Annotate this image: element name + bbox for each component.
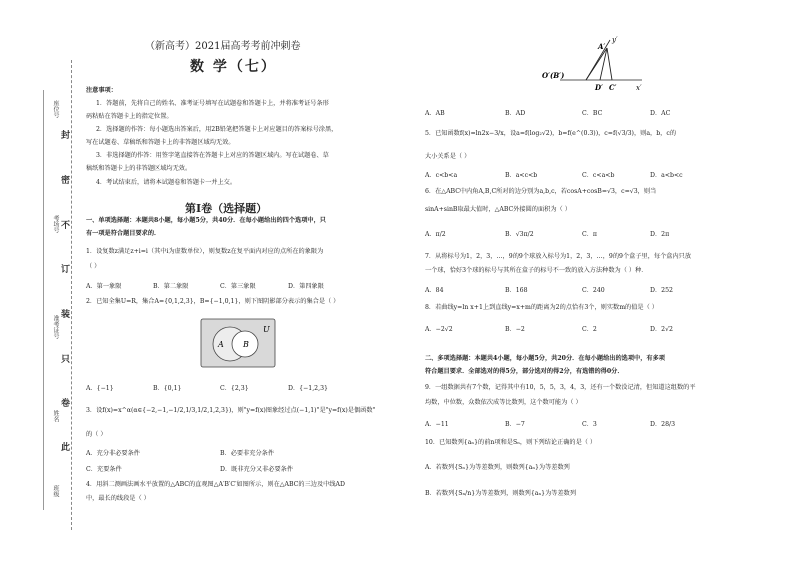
notes-heading: 注意事项： bbox=[86, 87, 117, 94]
q8-option-d: D．2√2 bbox=[650, 326, 673, 333]
seal-char: 不 bbox=[61, 221, 71, 231]
q3-stem: 3．设f(x)=x^α(α∈{−2,−1,−1/2,1/3,1/2,1,2,3})，则"y=f(x)图象经过点(−1,1)"是"y=f(x)是偶函数" bbox=[86, 407, 376, 414]
exam-title: （新高考）2021届高考考前冲刺卷 bbox=[145, 41, 301, 52]
q8-option-c: C．2 bbox=[582, 326, 597, 333]
q9-option-d: D．28/3 bbox=[650, 421, 676, 428]
q6-option-b: B．√3π/2 bbox=[505, 231, 534, 238]
segment-ac bbox=[607, 48, 612, 80]
q9-option-c: C．3 bbox=[582, 421, 597, 428]
q8-option-a: A．−2√2 bbox=[425, 326, 453, 333]
q7-stem: 7．从将标号为1，2，3，…，9的9个球放入标号为1，2，3，…，9的9个盒子里，每个盒内只放 bbox=[425, 253, 692, 260]
section1-heading: 一、单项选择题：本题共8小题，每小题5分，共40分．在每小题给出的四个选项中，只 bbox=[86, 217, 326, 224]
q2-option-b: B．{0,1} bbox=[153, 385, 182, 392]
q7-option-c: C．240 bbox=[582, 287, 605, 294]
fig-label-x: x′ bbox=[636, 84, 642, 92]
seal-char: 密 bbox=[61, 176, 71, 186]
q3-option-c: C．充要条件 bbox=[86, 466, 122, 473]
q1-option-b: B．第二象限 bbox=[153, 283, 189, 290]
q9-line2: 均数，中位数，众数依次成等比数列，这个数可能为（ ） bbox=[425, 399, 582, 406]
q6-option-a: A．π/2 bbox=[425, 231, 446, 238]
q5-option-b: B．a<c<b bbox=[505, 172, 538, 179]
q10-option-b: B．若数列{Sₙ/n}为等差数列，则数列{aₙ}为等差数列 bbox=[425, 490, 577, 497]
venn-label-a: A bbox=[218, 340, 224, 349]
q2-option-a: A．{−1} bbox=[86, 385, 114, 392]
q3-line2: 的（ ） bbox=[86, 431, 107, 438]
venn-label-u: U bbox=[263, 325, 270, 334]
q3-option-a: A．充分非必要条件 bbox=[86, 450, 140, 457]
seal-char: 装 bbox=[61, 310, 71, 320]
q4-option-b: B．AD bbox=[505, 110, 526, 117]
q10-option-a: A．若数列{Sₙ}为等差数列，则数列{aₙ}为等差数列 bbox=[425, 464, 570, 471]
q2-option-d: D．{−1,2,3} bbox=[288, 385, 328, 392]
q1-paren: （ ） bbox=[86, 263, 101, 270]
q1-option-c: C．第三象限 bbox=[220, 283, 256, 290]
section2-heading: 符合题目要求．全部选对的得5分，部分选对的得2分，有选错的得0分． bbox=[425, 368, 624, 375]
venn-label-b: B bbox=[243, 340, 249, 349]
q10-stem: 10．已知数列{aₙ}的前n项和是Sₙ，则下列结论正确的是（ ） bbox=[425, 439, 597, 446]
q9-option-a: A．−11 bbox=[425, 421, 449, 428]
q6-stem: 6．在△ABC中内角A,B,C所对的边分别为a,b,c，若cosA+cosB=√3，c=√3，则当 bbox=[425, 188, 657, 195]
note-line: 1．答题前，先将自己的姓名、准考证号填写在试题卷和答题卡上，并将准考证号条形 bbox=[96, 100, 329, 107]
seat-number-label: 座位号 bbox=[52, 100, 59, 118]
q5-option-a: A．c<b<a bbox=[425, 172, 458, 179]
q7-option-b: B．168 bbox=[505, 287, 528, 294]
q3-option-d: D．既非充分又非必要条件 bbox=[220, 466, 294, 473]
part1-title: 第Ⅰ卷（选择题） bbox=[185, 202, 268, 215]
q6-line2: sinA+sinB取最大值时，△ABC外接圆的面积为（ ） bbox=[425, 206, 571, 213]
binding-solid-line bbox=[43, 90, 44, 510]
seal-char: 卷 bbox=[61, 399, 71, 409]
seal-char: 只 bbox=[61, 355, 71, 365]
q5-line2: 大小关系是（ ） bbox=[425, 153, 471, 160]
venn-diagram bbox=[200, 318, 276, 368]
q6-option-d: D．2π bbox=[650, 231, 670, 238]
note-line: 稿纸和答题卡上的非答题区域均无效。 bbox=[86, 165, 192, 172]
binding-dash-line bbox=[71, 60, 72, 530]
q4-line2: 中，最长的线段是（ ） bbox=[86, 495, 150, 502]
q7-line2: 一个球，恰好3个球的标号与其所在盒子的标号不一致的放入方法种数为（ ）种． bbox=[425, 267, 648, 274]
q6-option-c: C．π bbox=[582, 231, 597, 238]
q9-option-b: B．−7 bbox=[505, 421, 525, 428]
q4-figure bbox=[540, 34, 650, 96]
exam-room-label: 考场号 bbox=[52, 215, 59, 233]
fig-label-o: O′(B′) bbox=[542, 71, 565, 80]
q5-stem: 5．已知函数f(x)=ln2x−3/x，设a=f(log₂√2)，b=f(e^(0.3))，c=f(√3/3)，则a，b，c的 bbox=[425, 130, 677, 137]
seal-char: 封 bbox=[61, 131, 71, 141]
q1-option-d: D．第四象限 bbox=[288, 283, 324, 290]
name-label: 姓名 bbox=[52, 410, 59, 422]
q4-option-c: C．BC bbox=[582, 110, 603, 117]
seal-char: 此 bbox=[61, 443, 71, 453]
note-line: 4．考试结束后，请将本试题卷和答题卡一并上交。 bbox=[96, 179, 237, 186]
q3-option-b: B．必要非充分条件 bbox=[220, 450, 275, 457]
note-line: 2．选择题的作答：每小题选出答案后，用2B铅笔把答题卡上对应题目的答案标号涂黑， bbox=[96, 126, 338, 133]
q2-stem: 2．已知全集U=R，集合A={0,1,2,3}，B={−1,0,1}，则下图阴影部分表示的集合是（ ） bbox=[86, 298, 340, 305]
q5-option-d: D．a<b<c bbox=[650, 172, 683, 179]
fig-label-y: y′ bbox=[612, 36, 618, 44]
fig-label-d: D′ bbox=[595, 83, 603, 92]
section1-heading: 有一项是符合题目要求的． bbox=[86, 230, 161, 237]
q9-stem: 9．一组数据共有7个数，记得其中有10，5，5，3，4，3，还有一个数没记清，但知道这组数的平 bbox=[425, 384, 696, 391]
q4-option-a: A．AB bbox=[425, 110, 445, 117]
q1-option-a: A．第一象限 bbox=[86, 283, 122, 290]
q1-stem: 1．设复数z满足z+i=i（其中i为虚数单位），则复数z在复平面内对应的点所在的象限为 bbox=[86, 248, 324, 255]
q7-option-d: D．252 bbox=[650, 287, 673, 294]
class-label: 班级 bbox=[52, 485, 59, 497]
seal-char: 订 bbox=[61, 265, 71, 275]
section2-heading: 二、多项选择题：本题共4小题，每小题5分，共20分．在每小题给出的选项中，有多项 bbox=[425, 355, 665, 362]
admission-number-label: 准考证号 bbox=[52, 315, 59, 339]
q5-option-c: C．c<a<b bbox=[582, 172, 615, 179]
q8-option-b: B．−2 bbox=[505, 326, 525, 333]
q7-option-a: A．84 bbox=[425, 287, 444, 294]
note-line: 3．非选择题的作答：用签字笔直接答在答题卡上对应的答题区域内。写在试题卷、草 bbox=[96, 152, 329, 159]
q8-stem: 8．若曲线y=ln x+1上到直线y=x+m的距离为2的点恰有3个，则实数m的值是（ ） bbox=[425, 304, 658, 311]
q4-option-d: D．AC bbox=[650, 110, 671, 117]
note-line: 写在试题卷、草稿纸和答题卡上的非答题区域均无效。 bbox=[86, 139, 235, 146]
note-line: 码粘贴在答题卡上的指定位置。 bbox=[86, 113, 173, 120]
q4-stem: 4．用斜二测画法画水平放置的△ABC的直观图△A′B′C′如图所示，则在△ABC的三边及中线AD bbox=[86, 481, 345, 488]
fig-label-c: C′ bbox=[609, 83, 617, 92]
q2-option-c: C．{2,3} bbox=[220, 385, 249, 392]
subject-title: 数 学（七） bbox=[190, 59, 277, 75]
fig-label-a: A′ bbox=[598, 42, 606, 51]
